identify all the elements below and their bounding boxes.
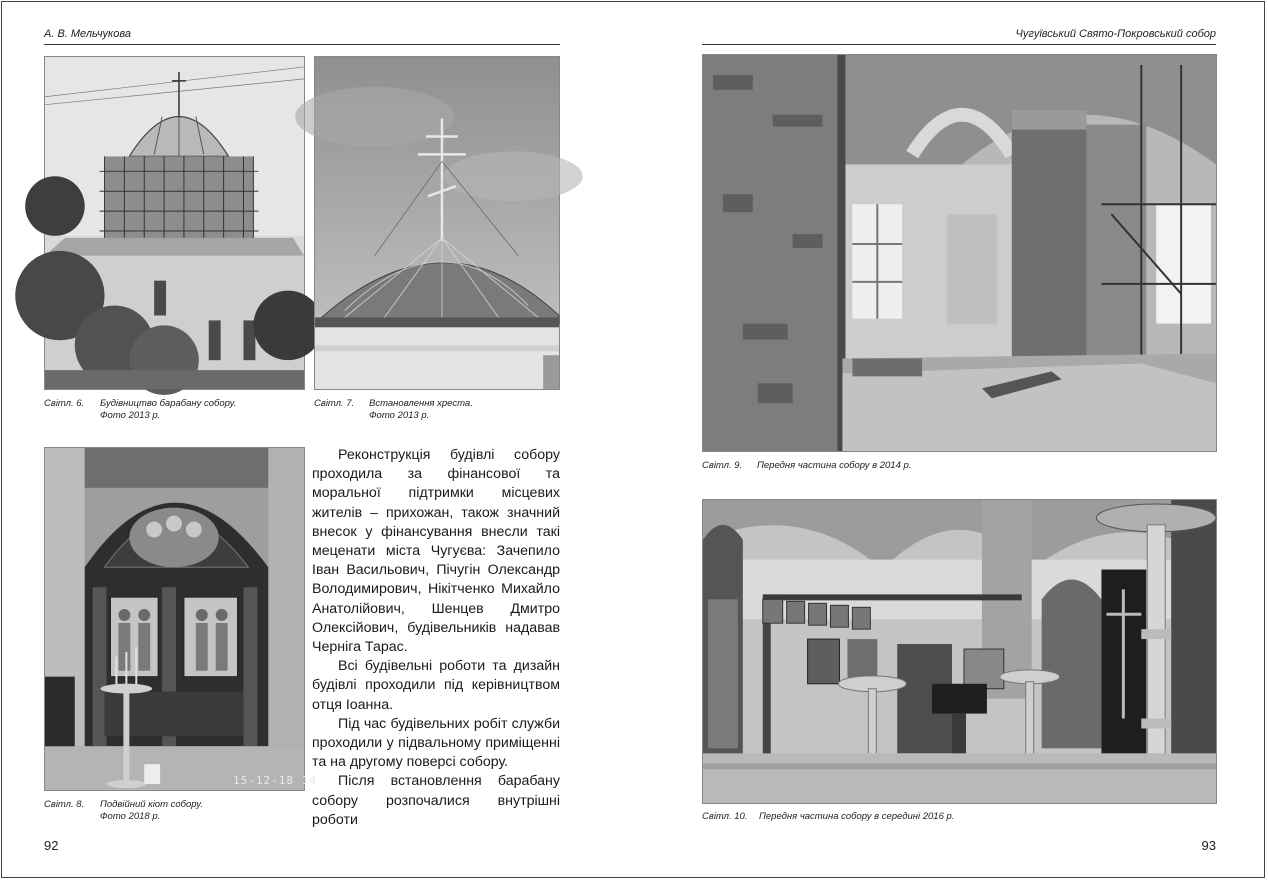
caption-fig-9 bbox=[702, 460, 911, 472]
caption-fig-7 bbox=[314, 398, 473, 422]
page-number-right: 93 bbox=[1201, 838, 1216, 853]
caption-number: Світл. 9. bbox=[702, 460, 743, 471]
caption-number: Світл. 6. bbox=[44, 398, 85, 409]
header-rule bbox=[44, 44, 560, 45]
right-page bbox=[634, 2, 1266, 877]
caption-fig-8 bbox=[44, 799, 203, 823]
caption-number: Світл. 10. bbox=[702, 811, 748, 822]
body-text bbox=[312, 446, 560, 830]
book-spread bbox=[1, 1, 1265, 878]
page-number-left: 92 bbox=[44, 838, 59, 853]
caption-date: Фото 2018 р. bbox=[100, 811, 161, 822]
caption-text: Будівництво барабану собору. bbox=[100, 398, 237, 409]
photo-interior-2016 bbox=[702, 499, 1217, 804]
caption-text: Передня частина собору в середині 2016 р. bbox=[759, 811, 955, 822]
left-page bbox=[2, 2, 634, 877]
caption-text: Передня частина собору в 2014 р. bbox=[757, 460, 912, 471]
caption-fig-10 bbox=[702, 811, 954, 823]
paragraph: Всі будівельні роботи та дизайн будівлі проходили під керівництвом отця Іоанна. bbox=[312, 658, 560, 713]
caption-date: Фото 2013 р. bbox=[369, 410, 430, 421]
paragraph: Під час будівельних робіт служби проходили у підвальному приміщенні та на другому поверсі собору. bbox=[312, 715, 560, 771]
caption-number: Світл. 7. bbox=[314, 398, 355, 409]
running-head-author: А. В. Мельчукова bbox=[44, 28, 131, 40]
photo-cross-installation bbox=[314, 56, 560, 390]
running-head-title: Чугуївський Свято-Покровський собор bbox=[1015, 28, 1216, 40]
photo-drum-construction bbox=[44, 56, 305, 390]
photo-interior-2014 bbox=[702, 54, 1217, 452]
caption-text: Подвійний кіот собору. bbox=[100, 799, 204, 810]
caption-text: Встановлення хреста. bbox=[369, 398, 473, 409]
caption-number: Світл. 8. bbox=[44, 799, 85, 810]
paragraph: Реконструкція будівлі собору проходила за фінансової та моральної підтримки місцевих жителів – прихожан, також значний внесок у фінансування внесли такі меценати міста Чугуєва: Зачепило Іван Васильович, Пічугін Олександр Володимирович, Нікітченко Михайло Анатолійович, Шенцев Дмитро Олексійович, будівельників надавав Черніга Тарас. bbox=[312, 447, 560, 656]
caption-fig-6 bbox=[44, 398, 236, 422]
photo-icon-case bbox=[44, 447, 317, 791]
paragraph: Після встановлення барабану собору розпочалися внутрішні роботи bbox=[312, 773, 560, 828]
photo-date-stamp: 15-12-18 14 bbox=[233, 774, 317, 787]
header-rule bbox=[702, 44, 1216, 45]
caption-date: Фото 2013 р. bbox=[100, 410, 161, 421]
